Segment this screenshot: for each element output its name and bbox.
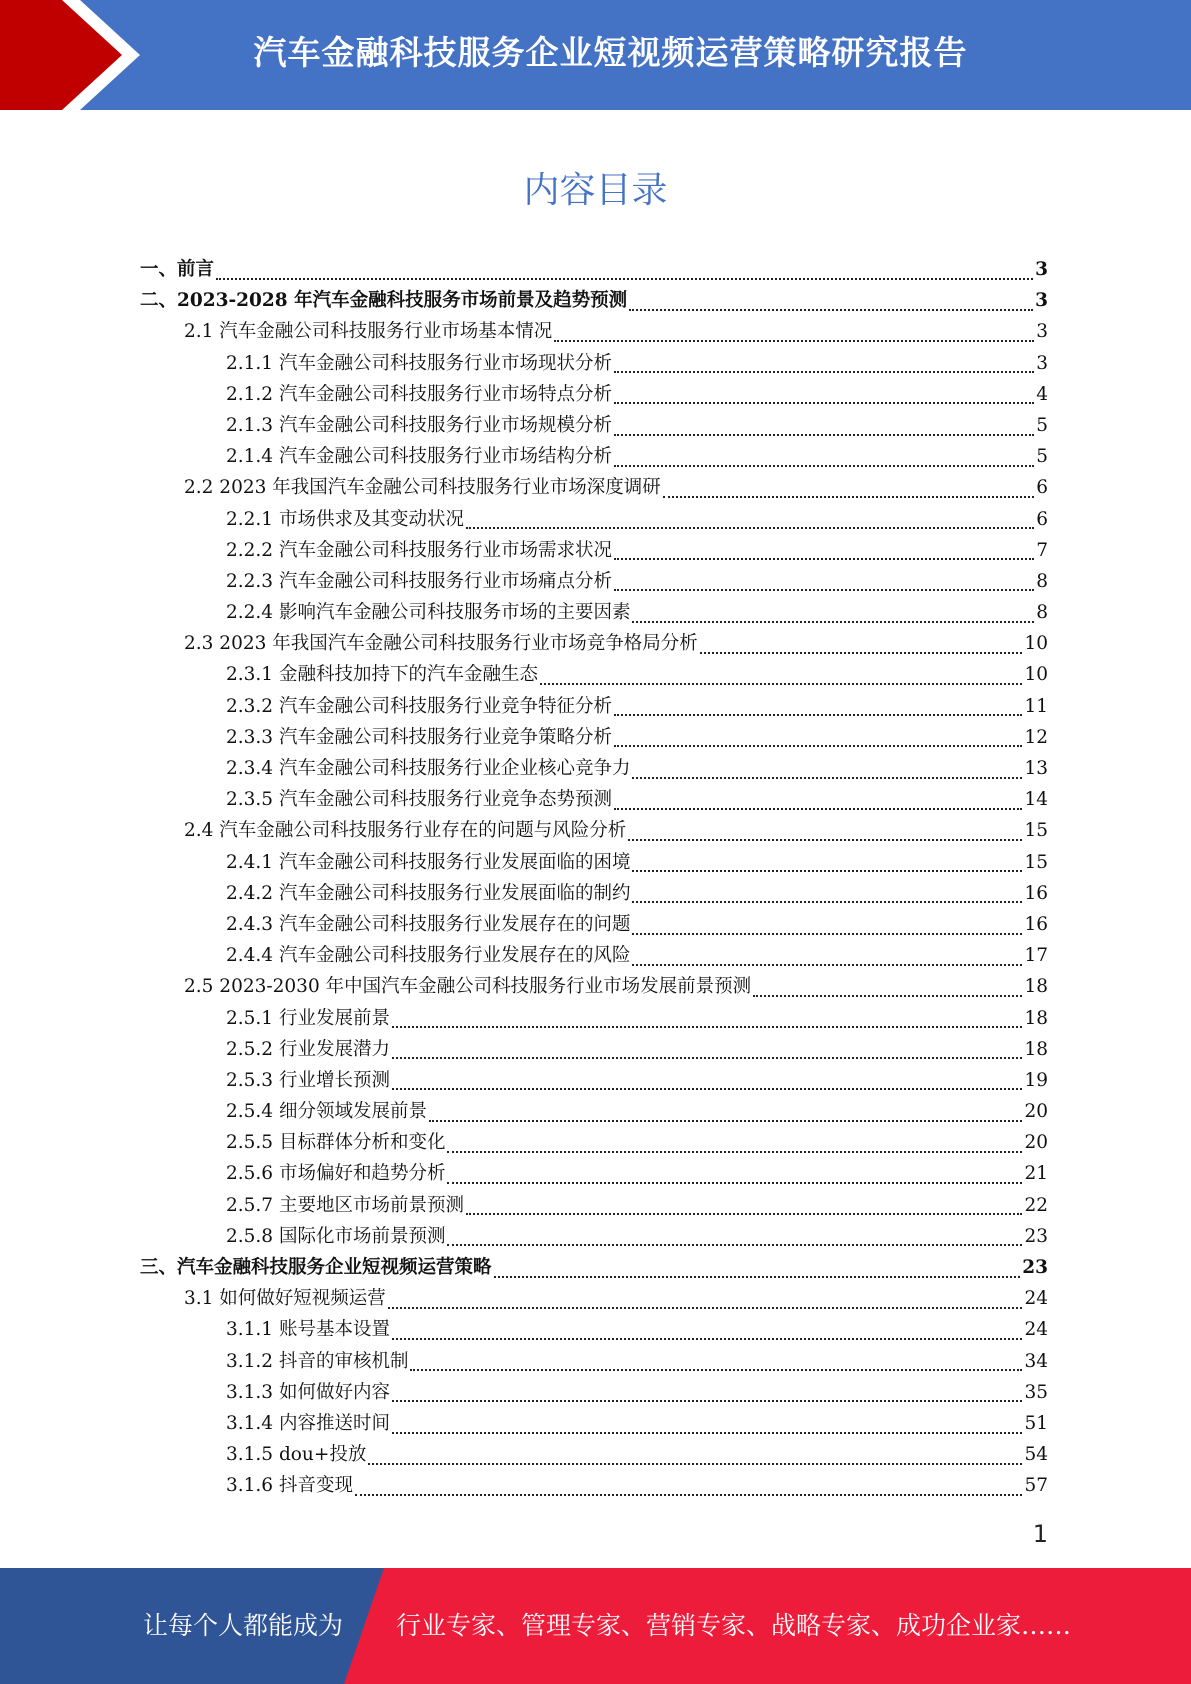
toc-entry[interactable] <box>140 1004 1048 1035</box>
toc-entry-page: 19 <box>1024 1069 1048 1091</box>
toc-entry-page: 7 <box>1036 539 1048 561</box>
toc-entry-label: 2.2.2 汽车金融公司科技服务行业市场需求状况 <box>226 539 612 561</box>
toc-entry-label: 2.5.1 行业发展前景 <box>226 1007 390 1029</box>
toc-entry-page: 5 <box>1036 414 1048 436</box>
footer-band <box>0 1568 1191 1684</box>
toc-leader-dots <box>628 839 1022 841</box>
toc-leader-dots <box>355 1494 1023 1496</box>
toc-entry-page: 57 <box>1024 1475 1048 1497</box>
toc-leader-dots <box>614 589 1034 591</box>
toc-entry-page: 4 <box>1036 383 1048 405</box>
toc-entry-page: 20 <box>1024 1132 1048 1154</box>
toc-entry[interactable] <box>140 1035 1048 1066</box>
toc-entry-label: 三、汽车金融科技服务企业短视频运营策略 <box>140 1257 492 1278</box>
toc-entry-label: 2.1.1 汽车金融公司科技服务行业市场现状分析 <box>226 352 612 374</box>
toc-entry-page: 24 <box>1024 1319 1048 1341</box>
toc-entry[interactable] <box>140 692 1048 723</box>
toc-entry[interactable] <box>140 598 1048 629</box>
toc-leader-dots <box>629 309 1033 311</box>
toc-leader-dots <box>632 621 1034 623</box>
toc-entry-label: 2.1.2 汽车金融公司科技服务行业市场特点分析 <box>226 383 612 405</box>
toc-entry-page: 13 <box>1024 758 1048 779</box>
toc-entry-label: 2.2.1 市场供求及其变动状况 <box>226 508 464 530</box>
toc-leader-dots <box>466 527 1034 529</box>
toc-entry-page: 3 <box>1035 290 1048 312</box>
toc-entry-label: 2.5.7 主要地区市场前景预测 <box>226 1194 464 1216</box>
toc-entry[interactable] <box>140 349 1048 380</box>
toc-entry[interactable] <box>140 1066 1048 1097</box>
toc-entry-label: 2.2.4 影响汽车金融公司科技服务市场的主要因素 <box>226 602 631 624</box>
toc-leader-dots <box>447 1244 1022 1246</box>
toc-entry-label: 3.1.1 账号基本设置 <box>226 1319 390 1341</box>
toc-heading: 内容目录 <box>523 170 668 211</box>
toc-entry-page: 20 <box>1024 1101 1048 1123</box>
toc-entry-page: 15 <box>1024 851 1048 873</box>
toc-entry[interactable] <box>140 754 1048 785</box>
toc-entry[interactable] <box>140 816 1048 847</box>
toc-entry-page: 54 <box>1024 1444 1048 1466</box>
toc-entry-label: 2.4.3 汽车金融公司科技服务行业发展存在的问题 <box>226 913 631 935</box>
toc-entry[interactable] <box>140 785 1048 816</box>
toc-leader-dots <box>410 1369 1022 1371</box>
toc-entry-page: 8 <box>1036 602 1048 624</box>
toc-entry[interactable] <box>140 411 1048 442</box>
toc-leader-dots <box>632 777 1022 779</box>
toc-entry[interactable] <box>140 879 1048 910</box>
toc-entry[interactable] <box>140 1222 1048 1253</box>
toc-entry-label: 3.1.6 抖音变现 <box>226 1475 353 1497</box>
toc-entry-label: 2.5 2023-2030 年中国汽车金融公司科技服务行业市场发展前景预测 <box>184 976 752 998</box>
toc-leader-dots <box>392 1432 1022 1434</box>
toc-leader-dots <box>614 402 1034 404</box>
toc-entry-label: 二、2023-2028 年汽车金融科技服务市场前景及趋势预测 <box>140 290 628 312</box>
toc-entry-label: 2.5.5 目标群体分析和变化 <box>226 1132 446 1154</box>
toc-entry-page: 3 <box>1035 259 1048 280</box>
toc-entry[interactable] <box>140 380 1048 411</box>
toc-entry[interactable] <box>140 910 1048 941</box>
toc-entry-page: 23 <box>1022 1257 1048 1278</box>
toc-entry-page: 51 <box>1024 1412 1048 1434</box>
toc-leader-dots <box>614 434 1034 436</box>
toc-leader-dots <box>392 1088 1022 1090</box>
toc-entry-page: 6 <box>1036 508 1048 530</box>
toc-entry-page: 22 <box>1024 1194 1048 1216</box>
toc-entry-label: 2.4.1 汽车金融公司科技服务行业发展面临的困境 <box>226 851 631 873</box>
toc-leader-dots <box>392 1338 1022 1340</box>
toc-leader-dots <box>392 1026 1022 1028</box>
toc-entry[interactable] <box>140 1159 1048 1190</box>
toc-entry-page: 3 <box>1036 321 1048 343</box>
toc-leader-dots <box>700 652 1023 654</box>
toc-entry[interactable] <box>140 972 1048 1003</box>
footer-slogan-left: 让每个人都能成为 <box>143 1611 344 1640</box>
toc-entry[interactable] <box>140 1284 1048 1315</box>
toc-leader-dots <box>663 496 1034 498</box>
toc-entry[interactable] <box>140 1471 1048 1502</box>
toc-entry-page: 18 <box>1024 976 1048 998</box>
header-arrow-icon <box>0 0 160 110</box>
toc-entry-label: 2.3.2 汽车金融公司科技服务行业竞争特征分析 <box>226 695 612 717</box>
toc-entry[interactable] <box>140 1378 1048 1409</box>
toc-entry-page: 18 <box>1024 1038 1048 1060</box>
toc-entry-page: 14 <box>1024 789 1048 811</box>
toc-leader-dots <box>388 1307 1023 1309</box>
toc-leader-dots <box>447 1151 1022 1153</box>
toc-entry-label: 3.1 如何做好短视频运营 <box>184 1288 386 1310</box>
toc-entry-page: 3 <box>1036 352 1048 374</box>
toc-entry[interactable] <box>140 1409 1048 1440</box>
toc-entry-label: 2.3.5 汽车金融公司科技服务行业竞争态势预测 <box>226 789 612 811</box>
toc-entry-page: 16 <box>1024 913 1048 935</box>
toc-leader-dots <box>632 933 1022 935</box>
toc-entry-label: 2.4.2 汽车金融公司科技服务行业发展面临的制约 <box>226 882 631 904</box>
toc-leader-dots <box>614 558 1034 560</box>
table-of-contents <box>140 255 1048 1503</box>
toc-entry-label: 2.3.1 金融科技加持下的汽车金融生态 <box>226 664 538 686</box>
toc-leader-dots <box>368 1463 1022 1465</box>
toc-entry-page: 24 <box>1024 1288 1048 1310</box>
toc-entry[interactable] <box>140 317 1048 348</box>
toc-entry-label: 2.4.4 汽车金融公司科技服务行业发展存在的风险 <box>226 945 631 967</box>
toc-leader-dots <box>494 1276 1021 1278</box>
toc-leader-dots <box>216 278 1033 280</box>
toc-entry[interactable] <box>140 1191 1048 1222</box>
toc-entry-label: 3.1.2 抖音的审核机制 <box>226 1350 409 1372</box>
toc-entry-page: 23 <box>1024 1225 1048 1247</box>
toc-entry[interactable] <box>140 1315 1048 1346</box>
toc-leader-dots <box>614 714 1022 716</box>
toc-entry[interactable] <box>140 629 1048 660</box>
toc-entry[interactable] <box>140 1347 1048 1378</box>
toc-entry-label: 2.5.3 行业增长预测 <box>226 1069 390 1091</box>
toc-entry[interactable] <box>140 255 1048 286</box>
toc-leader-dots <box>554 340 1034 342</box>
footer-slogan-right: 行业专家、管理专家、营销专家、战略专家、成功企业家…… <box>396 1611 1072 1640</box>
toc-entry[interactable] <box>140 1097 1048 1128</box>
header-band <box>0 0 1191 110</box>
toc-entry-label: 2.1.4 汽车金融公司科技服务行业市场结构分析 <box>226 446 612 468</box>
toc-entry-page: 18 <box>1024 1007 1048 1029</box>
report-title: 汽车金融科技服务企业短视频运营策略研究报告 <box>253 33 968 72</box>
page-number: 1 <box>1032 1520 1048 1548</box>
toc-entry-page: 5 <box>1036 446 1048 468</box>
toc-entry-page: 35 <box>1024 1381 1048 1403</box>
toc-entry-label: 2.3.4 汽车金融公司科技服务行业企业核心竞争力 <box>226 758 631 779</box>
toc-entry[interactable] <box>140 941 1048 972</box>
toc-leader-dots <box>753 995 1022 997</box>
toc-entry-label: 2.2.3 汽车金融公司科技服务行业市场痛点分析 <box>226 570 612 592</box>
toc-leader-dots <box>614 371 1034 373</box>
toc-entry-page: 10 <box>1024 664 1048 686</box>
toc-entry-page: 34 <box>1024 1350 1048 1372</box>
toc-leader-dots <box>466 1213 1022 1215</box>
toc-leader-dots <box>429 1120 1022 1122</box>
toc-entry-page: 16 <box>1024 882 1048 904</box>
toc-entry-label: 2.1.3 汽车金融公司科技服务行业市场规模分析 <box>226 414 612 436</box>
toc-entry-label: 2.1 汽车金融公司科技服务行业市场基本情况 <box>184 321 553 343</box>
toc-entry-label: 2.5.8 国际化市场前景预测 <box>226 1225 446 1247</box>
toc-entry-page: 12 <box>1024 726 1048 748</box>
toc-entry[interactable] <box>140 442 1048 473</box>
toc-leader-dots <box>392 1400 1022 1402</box>
toc-entry[interactable] <box>140 1440 1048 1471</box>
toc-entry-label: 2.5.6 市场偏好和趋势分析 <box>226 1163 446 1185</box>
toc-leader-dots <box>447 1182 1022 1184</box>
toc-leader-dots <box>540 683 1022 685</box>
toc-entry[interactable] <box>140 848 1048 879</box>
toc-entry[interactable] <box>140 505 1048 536</box>
toc-entry-page: 21 <box>1024 1163 1048 1185</box>
toc-entry-label: 2.4 汽车金融公司科技服务行业存在的问题与风险分析 <box>184 820 627 842</box>
toc-entry-label: 2.3.3 汽车金融公司科技服务行业竞争策略分析 <box>226 726 612 748</box>
toc-entry-page: 8 <box>1036 570 1048 592</box>
toc-entry-label: 3.1.5 dou+投放 <box>226 1444 367 1466</box>
toc-entry[interactable] <box>140 1128 1048 1159</box>
toc-entry-label: 2.3 2023 年我国汽车金融公司科技服务行业市场竞争格局分析 <box>184 633 698 655</box>
toc-entry[interactable] <box>140 473 1048 504</box>
toc-entry[interactable] <box>140 1253 1048 1284</box>
toc-entry-page: 15 <box>1024 820 1048 842</box>
toc-entry-label: 3.1.4 内容推送时间 <box>226 1412 390 1434</box>
toc-entry-label: 一、前言 <box>140 259 215 280</box>
toc-entry-label: 2.5.2 行业发展潜力 <box>226 1038 390 1060</box>
toc-leader-dots <box>614 745 1022 747</box>
toc-entry-page: 17 <box>1024 945 1048 967</box>
toc-entry[interactable] <box>140 723 1048 754</box>
toc-leader-dots <box>632 901 1022 903</box>
toc-entry-label: 2.5.4 细分领域发展前景 <box>226 1101 427 1123</box>
toc-entry-page: 6 <box>1036 477 1048 499</box>
toc-entry-page: 10 <box>1024 633 1048 655</box>
toc-entry-page: 11 <box>1024 695 1048 717</box>
toc-leader-dots <box>392 1057 1022 1059</box>
toc-leader-dots <box>632 964 1022 966</box>
toc-entry[interactable] <box>140 536 1048 567</box>
toc-entry[interactable] <box>140 660 1048 691</box>
toc-entry-label: 3.1.3 如何做好内容 <box>226 1381 390 1403</box>
toc-leader-dots <box>614 465 1034 467</box>
toc-leader-dots <box>614 808 1022 810</box>
toc-entry-label: 2.2 2023 年我国汽车金融公司科技服务行业市场深度调研 <box>184 477 661 499</box>
toc-leader-dots <box>632 870 1022 872</box>
toc-entry[interactable] <box>140 567 1048 598</box>
toc-entry[interactable] <box>140 286 1048 317</box>
